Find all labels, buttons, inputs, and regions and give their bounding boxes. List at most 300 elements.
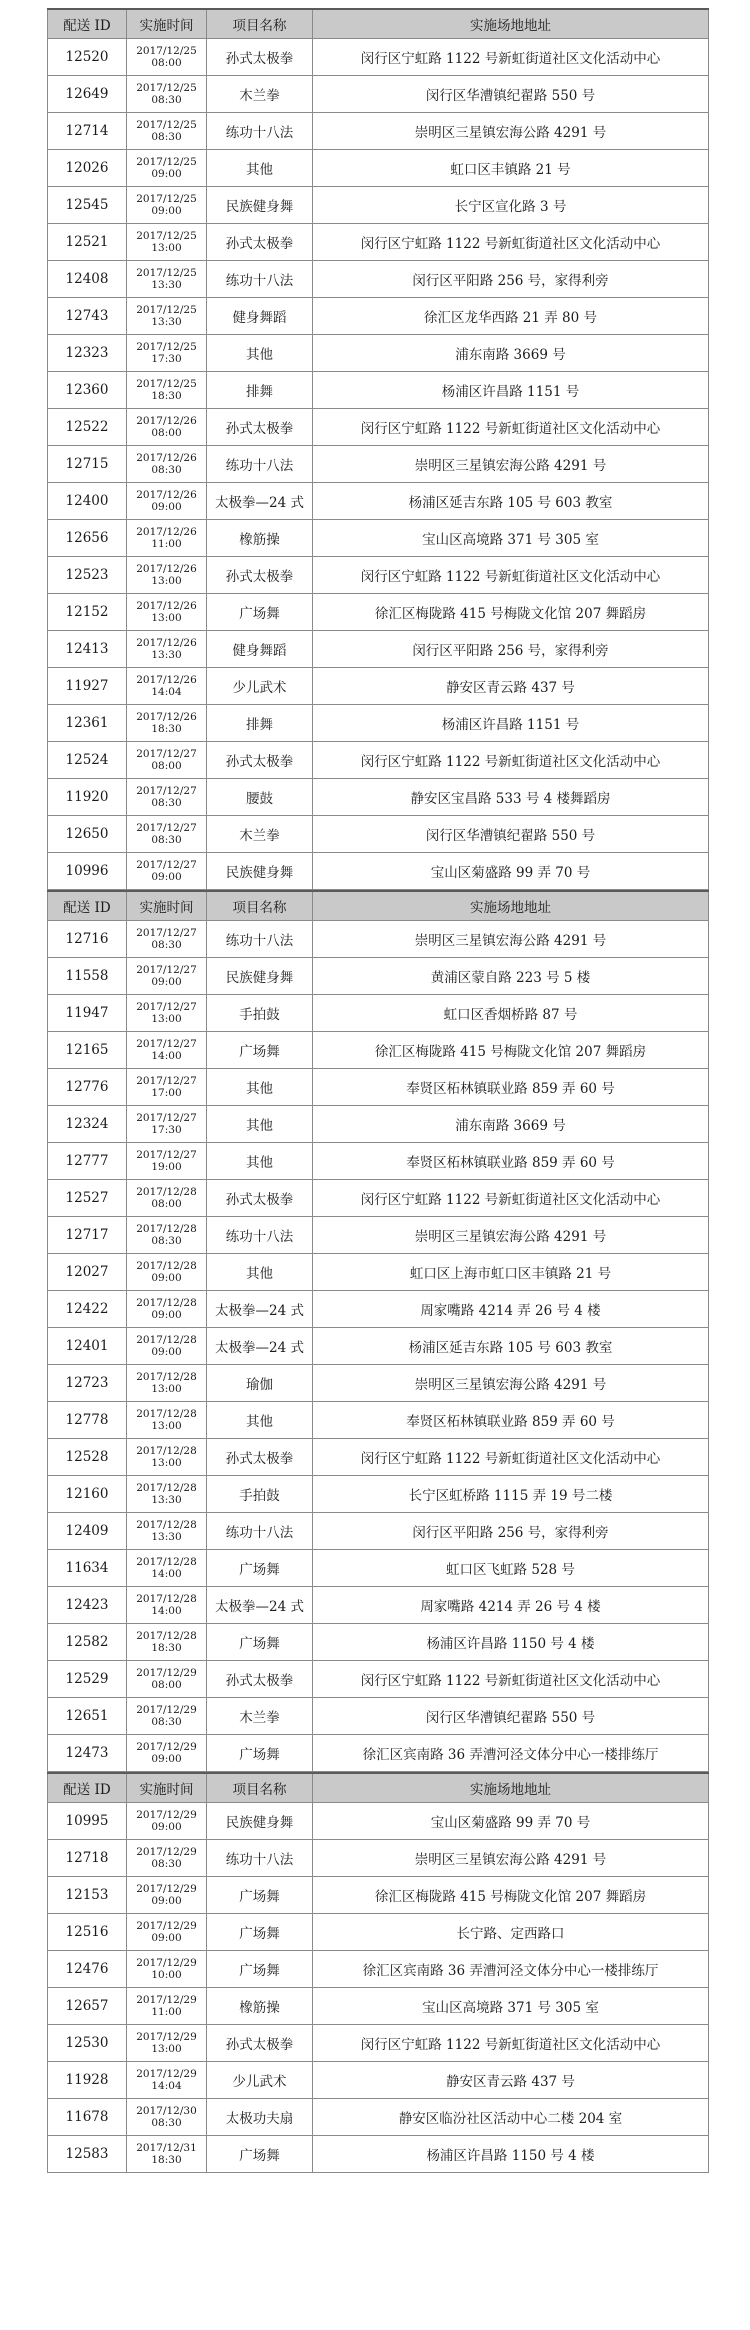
cell-id: 12165 [48, 1032, 127, 1069]
cell-address: 徐汇区梅陇路 415 号梅陇文化馆 207 舞蹈房 [313, 1877, 709, 1914]
cell-time [127, 1735, 207, 1772]
cell-clock: 14:00 [151, 1050, 182, 1062]
cell-clock: 14:04 [151, 2080, 182, 2092]
cell-address: 崇明区三星镇宏海公路 4291 号 [313, 921, 709, 958]
cell-id: 12777 [48, 1143, 127, 1180]
cell-date: 2017/12/26 [136, 489, 197, 501]
cell-time [127, 224, 207, 261]
cell-clock: 08:00 [151, 1198, 182, 1210]
table-row [48, 1254, 709, 1291]
cell-clock: 08:30 [151, 2117, 182, 2129]
cell-project: 其他 [207, 150, 313, 187]
cell-time [127, 742, 207, 779]
schedule-table [47, 1772, 709, 2173]
cell-time [127, 1550, 207, 1587]
table-row [48, 1988, 709, 2025]
cell-clock: 13:00 [151, 612, 182, 624]
cell-project: 其他 [207, 1402, 313, 1439]
cell-id: 12523 [48, 557, 127, 594]
cell-clock: 08:30 [151, 834, 182, 846]
cell-id: 12582 [48, 1624, 127, 1661]
cell-address: 徐汇区龙华西路 21 弄 80 号 [313, 298, 709, 335]
cell-project: 木兰拳 [207, 76, 313, 113]
cell-date: 2017/12/26 [136, 526, 197, 538]
cell-clock: 11:00 [151, 2006, 182, 2018]
cell-address: 浦东南路 3669 号 [313, 1106, 709, 1143]
cell-address: 闵行区宁虹路 1122 号新虹街道社区文化活动中心 [313, 39, 709, 76]
cell-clock: 13:00 [151, 1383, 182, 1395]
cell-clock: 14:00 [151, 1568, 182, 1580]
cell-address: 静安区宝昌路 533 号 4 楼舞蹈房 [313, 779, 709, 816]
table-row [48, 995, 709, 1032]
table-row [48, 1877, 709, 1914]
cell-clock: 13:00 [151, 1457, 182, 1469]
cell-clock: 13:30 [151, 316, 182, 328]
cell-project: 橡筋操 [207, 1988, 313, 2025]
cell-project: 手拍鼓 [207, 995, 313, 1032]
cell-clock: 09:00 [151, 1346, 182, 1358]
cell-clock: 08:00 [151, 57, 182, 69]
table-row [48, 816, 709, 853]
cell-clock: 14:00 [151, 1605, 182, 1617]
cell-date: 2017/12/29 [136, 1741, 197, 1753]
cell-time [127, 1914, 207, 1951]
cell-time [127, 1402, 207, 1439]
cell-address: 崇明区三星镇宏海公路 4291 号 [313, 113, 709, 150]
cell-id: 12529 [48, 1661, 127, 1698]
cell-date: 2017/12/25 [136, 119, 197, 131]
cell-address: 奉贤区柘林镇联业路 859 弄 60 号 [313, 1402, 709, 1439]
header-row [48, 9, 709, 39]
cell-id: 10996 [48, 853, 127, 890]
header-id: 配送 ID [48, 1773, 127, 1803]
table-row [48, 631, 709, 668]
cell-address: 长宁区宣化路 3 号 [313, 187, 709, 224]
cell-date: 2017/12/29 [136, 1846, 197, 1858]
table-row [48, 2099, 709, 2136]
cell-date: 2017/12/25 [136, 193, 197, 205]
cell-time [127, 76, 207, 113]
table-row [48, 1217, 709, 1254]
cell-address: 长宁路、定西路口 [313, 1914, 709, 1951]
cell-project: 其他 [207, 1069, 313, 1106]
cell-id: 12649 [48, 76, 127, 113]
cell-date: 2017/12/26 [136, 600, 197, 612]
cell-date: 2017/12/25 [136, 156, 197, 168]
cell-address: 宝山区高境路 371 号 305 室 [313, 520, 709, 557]
table-row [48, 1840, 709, 1877]
cell-clock: 08:30 [151, 1858, 182, 1870]
cell-date: 2017/12/28 [136, 1186, 197, 1198]
cell-project: 练功十八法 [207, 261, 313, 298]
cell-address: 徐汇区梅陇路 415 号梅陇文化馆 207 舞蹈房 [313, 594, 709, 631]
cell-project: 腰鼓 [207, 779, 313, 816]
cell-project: 橡筋操 [207, 520, 313, 557]
cell-project: 太极拳—24 式 [207, 1291, 313, 1328]
cell-date: 2017/12/29 [136, 2031, 197, 2043]
cell-date: 2017/12/28 [136, 1445, 197, 1457]
cell-time [127, 1587, 207, 1624]
cell-address: 徐汇区梅陇路 415 号梅陇文化馆 207 舞蹈房 [313, 1032, 709, 1069]
cell-clock: 09:00 [151, 1309, 182, 1321]
cell-date: 2017/12/29 [136, 1809, 197, 1821]
cell-date: 2017/12/27 [136, 859, 197, 871]
cell-id: 12545 [48, 187, 127, 224]
table-row [48, 150, 709, 187]
cell-project: 健身舞蹈 [207, 631, 313, 668]
cell-date: 2017/12/28 [136, 1556, 197, 1568]
cell-id: 11928 [48, 2062, 127, 2099]
cell-address: 杨浦区许昌路 1150 号 4 楼 [313, 1624, 709, 1661]
cell-clock: 13:00 [151, 1013, 182, 1025]
cell-clock: 11:00 [151, 538, 182, 550]
cell-id: 12714 [48, 113, 127, 150]
cell-address: 长宁区虹桥路 1115 弄 19 号二楼 [313, 1476, 709, 1513]
cell-clock: 08:30 [151, 1235, 182, 1247]
cell-date: 2017/12/25 [136, 267, 197, 279]
table-row [48, 224, 709, 261]
cell-address: 闵行区宁虹路 1122 号新虹街道社区文化活动中心 [313, 2025, 709, 2062]
cell-date: 2017/12/30 [136, 2105, 197, 2117]
cell-date: 2017/12/28 [136, 1371, 197, 1383]
cell-date: 2017/12/29 [136, 1994, 197, 2006]
header-project: 项目名称 [207, 9, 313, 39]
cell-time [127, 705, 207, 742]
cell-address: 闵行区华漕镇纪翟路 550 号 [313, 816, 709, 853]
cell-time [127, 1069, 207, 1106]
cell-address: 闵行区宁虹路 1122 号新虹街道社区文化活动中心 [313, 742, 709, 779]
cell-id: 11634 [48, 1550, 127, 1587]
cell-project: 广场舞 [207, 1032, 313, 1069]
cell-id: 11920 [48, 779, 127, 816]
cell-time [127, 1661, 207, 1698]
cell-date: 2017/12/28 [136, 1260, 197, 1272]
cell-id: 12360 [48, 372, 127, 409]
cell-date: 2017/12/28 [136, 1223, 197, 1235]
cell-date: 2017/12/28 [136, 1297, 197, 1309]
cell-address: 虹口区丰镇路 21 号 [313, 150, 709, 187]
cell-date: 2017/12/25 [136, 378, 197, 390]
cell-clock: 13:00 [151, 575, 182, 587]
cell-time [127, 1291, 207, 1328]
cell-address: 闵行区宁虹路 1122 号新虹街道社区文化活动中心 [313, 1661, 709, 1698]
cell-project: 孙式太极拳 [207, 224, 313, 261]
cell-project: 民族健身舞 [207, 1803, 313, 1840]
cell-id: 11558 [48, 958, 127, 995]
table-row [48, 446, 709, 483]
cell-address: 崇明区三星镇宏海公路 4291 号 [313, 1365, 709, 1402]
cell-time [127, 631, 207, 668]
table-row [48, 113, 709, 150]
cell-time [127, 921, 207, 958]
cell-id: 12423 [48, 1587, 127, 1624]
cell-project: 手拍鼓 [207, 1476, 313, 1513]
cell-date: 2017/12/28 [136, 1408, 197, 1420]
cell-address: 宝山区高境路 371 号 305 室 [313, 1988, 709, 2025]
header-time: 实施时间 [127, 891, 207, 921]
cell-time [127, 446, 207, 483]
cell-project: 少儿武术 [207, 668, 313, 705]
cell-time [127, 779, 207, 816]
cell-date: 2017/12/29 [136, 2068, 197, 2080]
cell-date: 2017/12/29 [136, 1883, 197, 1895]
cell-clock: 13:30 [151, 279, 182, 291]
table-row [48, 1587, 709, 1624]
header-project: 项目名称 [207, 1773, 313, 1803]
cell-clock: 14:04 [151, 686, 182, 698]
cell-address: 徐汇区宾南路 36 弄漕河泾文体分中心一楼排练厅 [313, 1735, 709, 1772]
cell-date: 2017/12/26 [136, 452, 197, 464]
cell-project: 其他 [207, 335, 313, 372]
cell-date: 2017/12/31 [136, 2142, 197, 2154]
table-row [48, 1513, 709, 1550]
cell-project: 广场舞 [207, 594, 313, 631]
header-time: 实施时间 [127, 1773, 207, 1803]
cell-address: 静安区临汾社区活动中心二楼 204 室 [313, 2099, 709, 2136]
cell-project: 民族健身舞 [207, 853, 313, 890]
cell-address: 杨浦区延吉东路 105 号 603 教室 [313, 1328, 709, 1365]
cell-time [127, 853, 207, 890]
cell-project: 广场舞 [207, 1914, 313, 1951]
table-row [48, 1439, 709, 1476]
cell-time [127, 1951, 207, 1988]
cell-address: 奉贤区柘林镇联业路 859 弄 60 号 [313, 1143, 709, 1180]
cell-address: 宝山区菊盛路 99 弄 70 号 [313, 1803, 709, 1840]
cell-project: 木兰拳 [207, 816, 313, 853]
cell-date: 2017/12/28 [136, 1630, 197, 1642]
cell-id: 12723 [48, 1365, 127, 1402]
cell-time [127, 1624, 207, 1661]
cell-address: 闵行区宁虹路 1122 号新虹街道社区文化活动中心 [313, 1439, 709, 1476]
cell-id: 10995 [48, 1803, 127, 1840]
table-row [48, 921, 709, 958]
cell-date: 2017/12/25 [136, 82, 197, 94]
cell-address: 虹口区飞虹路 528 号 [313, 1550, 709, 1587]
cell-id: 12160 [48, 1476, 127, 1513]
cell-address: 闵行区宁虹路 1122 号新虹街道社区文化活动中心 [313, 224, 709, 261]
cell-id: 12323 [48, 335, 127, 372]
cell-date: 2017/12/26 [136, 674, 197, 686]
table-row [48, 1698, 709, 1735]
cell-id: 12530 [48, 2025, 127, 2062]
table-row [48, 2136, 709, 2173]
cell-time [127, 1328, 207, 1365]
cell-id: 12409 [48, 1513, 127, 1550]
cell-address: 宝山区菊盛路 99 弄 70 号 [313, 853, 709, 890]
cell-project: 练功十八法 [207, 1840, 313, 1877]
cell-project: 广场舞 [207, 2136, 313, 2173]
header-time: 实施时间 [127, 9, 207, 39]
cell-address: 浦东南路 3669 号 [313, 335, 709, 372]
cell-id: 12152 [48, 594, 127, 631]
cell-clock: 19:00 [151, 1161, 182, 1173]
cell-time [127, 1698, 207, 1735]
cell-clock: 08:30 [151, 797, 182, 809]
cell-time [127, 1877, 207, 1914]
cell-id: 12656 [48, 520, 127, 557]
cell-project: 太极拳—24 式 [207, 1328, 313, 1365]
cell-id: 12527 [48, 1180, 127, 1217]
header-id: 配送 ID [48, 9, 127, 39]
cell-id: 12476 [48, 1951, 127, 1988]
cell-time [127, 1513, 207, 1550]
cell-date: 2017/12/27 [136, 1149, 197, 1161]
cell-time [127, 298, 207, 335]
cell-date: 2017/12/27 [136, 964, 197, 976]
cell-address: 崇明区三星镇宏海公路 4291 号 [313, 446, 709, 483]
cell-time [127, 261, 207, 298]
cell-address: 黄浦区蒙自路 223 号 5 楼 [313, 958, 709, 995]
cell-time [127, 1840, 207, 1877]
cell-clock: 09:00 [151, 976, 182, 988]
cell-date: 2017/12/27 [136, 748, 197, 760]
cell-date: 2017/12/29 [136, 1920, 197, 1932]
table-row [48, 1661, 709, 1698]
cell-clock: 13:00 [151, 2043, 182, 2055]
header-address: 实施场地地址 [313, 891, 709, 921]
table-row [48, 1032, 709, 1069]
cell-project: 孙式太极拳 [207, 557, 313, 594]
cell-time [127, 1476, 207, 1513]
table-row [48, 298, 709, 335]
cell-clock: 17:30 [151, 1124, 182, 1136]
cell-id: 12521 [48, 224, 127, 261]
cell-date: 2017/12/27 [136, 1038, 197, 1050]
cell-date: 2017/12/29 [136, 1704, 197, 1716]
cell-clock: 18:30 [151, 1642, 182, 1654]
cell-address: 周家嘴路 4214 弄 26 号 4 楼 [313, 1587, 709, 1624]
cell-id: 12528 [48, 1439, 127, 1476]
cell-time [127, 2062, 207, 2099]
table-row [48, 2062, 709, 2099]
table-row [48, 372, 709, 409]
table-row [48, 1143, 709, 1180]
cell-address: 静安区青云路 437 号 [313, 2062, 709, 2099]
table-row [48, 2025, 709, 2062]
cell-address: 闵行区华漕镇纪翟路 550 号 [313, 76, 709, 113]
header-row [48, 1773, 709, 1803]
table-row [48, 483, 709, 520]
table-row [48, 1328, 709, 1365]
cell-project: 太极拳—24 式 [207, 1587, 313, 1624]
table-row [48, 1476, 709, 1513]
cell-address: 徐汇区宾南路 36 弄漕河泾文体分中心一楼排练厅 [313, 1951, 709, 1988]
cell-address: 闵行区宁虹路 1122 号新虹街道社区文化活动中心 [313, 557, 709, 594]
cell-clock: 13:30 [151, 649, 182, 661]
cell-time [127, 668, 207, 705]
cell-project: 孙式太极拳 [207, 2025, 313, 2062]
cell-address: 闵行区华漕镇纪翟路 550 号 [313, 1698, 709, 1735]
cell-clock: 09:00 [151, 501, 182, 513]
table-row [48, 76, 709, 113]
cell-project: 孙式太极拳 [207, 39, 313, 76]
cell-clock: 09:00 [151, 1272, 182, 1284]
cell-date: 2017/12/28 [136, 1519, 197, 1531]
cell-clock: 09:00 [151, 205, 182, 217]
cell-project: 孙式太极拳 [207, 1180, 313, 1217]
table-row [48, 520, 709, 557]
schedule-table [47, 8, 709, 890]
cell-time [127, 1143, 207, 1180]
cell-clock: 08:00 [151, 1679, 182, 1691]
cell-id: 12516 [48, 1914, 127, 1951]
cell-id: 12778 [48, 1402, 127, 1439]
cell-time [127, 594, 207, 631]
cell-address: 杨浦区许昌路 1151 号 [313, 372, 709, 409]
table-row [48, 39, 709, 76]
table-row [48, 958, 709, 995]
cell-project: 排舞 [207, 372, 313, 409]
cell-clock: 18:30 [151, 2154, 182, 2166]
cell-clock: 13:30 [151, 1494, 182, 1506]
table-row [48, 1624, 709, 1661]
table-row [48, 1365, 709, 1402]
table-row [48, 668, 709, 705]
cell-time [127, 1803, 207, 1840]
table-row [48, 1803, 709, 1840]
cell-time [127, 1106, 207, 1143]
cell-address: 周家嘴路 4214 弄 26 号 4 楼 [313, 1291, 709, 1328]
cell-project: 健身舞蹈 [207, 298, 313, 335]
cell-project: 练功十八法 [207, 446, 313, 483]
cell-id: 12026 [48, 150, 127, 187]
cell-time [127, 39, 207, 76]
cell-clock: 13:00 [151, 242, 182, 254]
cell-date: 2017/12/25 [136, 341, 197, 353]
cell-clock: 08:30 [151, 94, 182, 106]
cell-id: 12650 [48, 816, 127, 853]
cell-id: 12717 [48, 1217, 127, 1254]
cell-clock: 09:00 [151, 871, 182, 883]
cell-project: 孙式太极拳 [207, 742, 313, 779]
cell-time [127, 995, 207, 1032]
cell-project: 练功十八法 [207, 113, 313, 150]
cell-project: 民族健身舞 [207, 187, 313, 224]
cell-id: 12657 [48, 1988, 127, 2025]
table-row [48, 594, 709, 631]
cell-project: 其他 [207, 1143, 313, 1180]
cell-time [127, 150, 207, 187]
cell-address: 闵行区平阳路 256 号，家得利旁 [313, 1513, 709, 1550]
cell-id: 12743 [48, 298, 127, 335]
cell-clock: 10:00 [151, 1969, 182, 1981]
cell-time [127, 2025, 207, 2062]
cell-project: 广场舞 [207, 1735, 313, 1772]
cell-clock: 08:00 [151, 760, 182, 772]
cell-time [127, 335, 207, 372]
cell-time [127, 958, 207, 995]
cell-project: 孙式太极拳 [207, 1661, 313, 1698]
cell-project: 其他 [207, 1106, 313, 1143]
cell-id: 12400 [48, 483, 127, 520]
cell-id: 12153 [48, 1877, 127, 1914]
cell-address: 虹口区香烟桥路 87 号 [313, 995, 709, 1032]
table-row [48, 409, 709, 446]
cell-clock: 08:30 [151, 1716, 182, 1728]
cell-id: 11947 [48, 995, 127, 1032]
table-row [48, 187, 709, 224]
cell-time [127, 1217, 207, 1254]
cell-time [127, 1180, 207, 1217]
cell-id: 12324 [48, 1106, 127, 1143]
table-row [48, 1106, 709, 1143]
cell-project: 广场舞 [207, 1624, 313, 1661]
cell-time [127, 483, 207, 520]
table-row [48, 1914, 709, 1951]
cell-time [127, 409, 207, 446]
cell-project: 练功十八法 [207, 921, 313, 958]
cell-time [127, 2099, 207, 2136]
